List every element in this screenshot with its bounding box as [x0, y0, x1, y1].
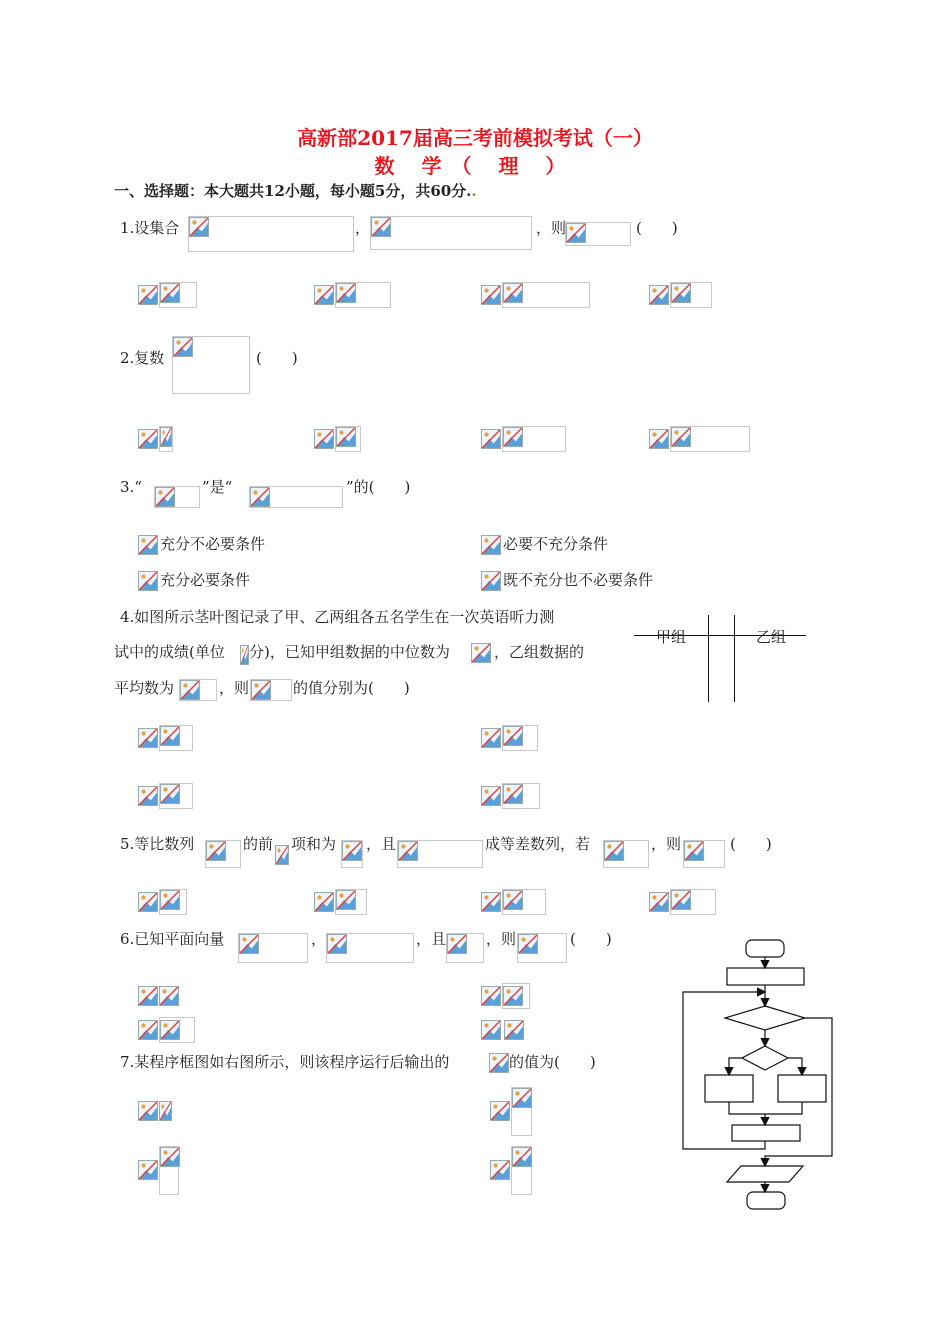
broken-image-icon [604, 841, 624, 861]
q7-text: 7.某程序框图如右图所示，则该程序运行后输出的 [120, 1053, 450, 1071]
broken-image-icon [251, 680, 271, 700]
broken-image-icon [160, 283, 180, 303]
q1-sep: ， [355, 219, 371, 237]
broken-image-icon [138, 892, 158, 912]
broken-image-icon [671, 427, 691, 447]
q4-line2b: 分)，已知甲组数据的中位数为 [249, 643, 450, 661]
broken-image-icon [138, 728, 158, 748]
formula-box [188, 216, 354, 252]
stem-leaf-left-line [708, 615, 709, 702]
q1-paren: ( ) [636, 219, 678, 237]
broken-image-icon [160, 784, 180, 804]
q3-option-c: 充分必要条件 [160, 571, 251, 589]
broken-image-icon [250, 487, 270, 507]
broken-image-icon [138, 1101, 158, 1121]
broken-image-icon [336, 890, 356, 910]
broken-image-icon [138, 571, 158, 591]
broken-image-icon [173, 337, 193, 357]
flowchart-end [747, 1192, 785, 1209]
q5-text: ，且 [366, 835, 397, 853]
q5-paren: ( ) [730, 835, 772, 853]
q6-sep: ， [311, 930, 327, 948]
broken-image-icon [138, 535, 158, 555]
broken-image-icon [512, 1147, 532, 1167]
q3-option-a: 充分不必要条件 [160, 535, 266, 553]
flowchart-condition-1 [725, 1006, 805, 1030]
broken-image-icon [314, 285, 334, 305]
q3-open: 3.“ [120, 478, 142, 496]
broken-image-icon [160, 427, 172, 447]
broken-image-icon [138, 1020, 158, 1040]
broken-image-icon [518, 934, 538, 954]
q3-end: ”的( ) [346, 478, 411, 496]
q5-text: 成等差数列，若 [485, 835, 591, 853]
q4-line1: 4.如图所示茎叶图记录了甲、乙两组各五名学生在一次英语听力测 [120, 608, 555, 626]
broken-image-icon [481, 1020, 501, 1040]
q2-label: 2.复数 [120, 349, 165, 367]
broken-image-icon [490, 1101, 510, 1121]
flowchart-output [727, 1166, 803, 1182]
broken-image-icon [481, 535, 501, 555]
broken-image-icon [684, 841, 704, 861]
broken-image-icon [503, 890, 523, 910]
broken-image-icon [481, 986, 501, 1006]
broken-image-icon [481, 786, 501, 806]
broken-image-icon [371, 217, 391, 237]
broken-image-icon [314, 429, 334, 449]
q4-line3c: 的值分别为( ) [293, 679, 410, 697]
q2-paren: ( ) [256, 349, 298, 367]
q5-text: 项和为 [291, 835, 337, 853]
q3-mid: ”是“ [202, 478, 233, 496]
broken-image-icon [138, 786, 158, 806]
broken-image-icon [481, 429, 501, 449]
stem-leaf-right-label: 乙组 [756, 628, 787, 646]
broken-image-icon [160, 890, 180, 910]
broken-image-icon [649, 892, 669, 912]
broken-image-icon [336, 427, 356, 447]
flowchart-start [746, 940, 784, 957]
exam-subject: 数 学（ 理 ） [374, 154, 576, 178]
broken-image-icon [671, 890, 691, 910]
q4-line2a: 试中的成绩(单位 [114, 643, 225, 661]
broken-image-icon [512, 1088, 532, 1108]
exam-title: 高新部2017届高三考前模拟考试（一） [297, 126, 653, 150]
stem-leaf-right-line [734, 615, 735, 702]
broken-image-icon [481, 892, 501, 912]
broken-image-icon [481, 285, 501, 305]
broken-image-icon [160, 726, 180, 746]
q6-sep: ，则 [486, 930, 517, 948]
broken-image-icon [503, 427, 523, 447]
broken-image-icon [155, 487, 175, 507]
broken-image-icon [327, 934, 347, 954]
broken-image-icon [447, 934, 467, 954]
q5-text: 的前 [243, 835, 274, 853]
broken-image-icon [314, 892, 334, 912]
broken-image-icon [671, 283, 691, 303]
broken-image-icon [503, 784, 523, 804]
broken-image-icon [481, 571, 501, 591]
q1-label: 1.设集合 [120, 219, 180, 237]
flowchart-condition-2 [742, 1046, 788, 1070]
broken-image-icon [503, 283, 523, 303]
broken-image-icon [138, 986, 158, 1006]
flowchart-init-box [727, 968, 804, 985]
broken-image-icon [159, 1101, 172, 1121]
program-flowchart [676, 934, 836, 1214]
broken-image-icon [489, 1053, 509, 1073]
broken-image-icon [336, 283, 356, 303]
broken-image-icon [503, 726, 523, 746]
broken-image-icon [138, 285, 158, 305]
broken-image-icon [160, 1147, 180, 1167]
flowchart-update-box [732, 1125, 800, 1141]
broken-image-icon [240, 645, 249, 665]
q3-option-b: 必要不充分条件 [503, 535, 609, 553]
broken-image-icon [160, 1020, 180, 1040]
broken-image-icon [649, 429, 669, 449]
broken-image-icon [180, 680, 200, 700]
broken-image-icon [481, 728, 501, 748]
q1-sep: ，则 [536, 219, 567, 237]
flowchart-branch-right [778, 1075, 826, 1102]
broken-image-icon [138, 429, 158, 449]
broken-image-icon [159, 986, 179, 1006]
broken-image-icon [206, 841, 226, 861]
stem-leaf-left-label: 甲组 [656, 628, 687, 646]
q7-end: 的值为( ) [509, 1053, 596, 1071]
broken-image-icon [649, 285, 669, 305]
broken-image-icon [342, 841, 362, 861]
q3-option-d: 既不充分也不必要条件 [503, 571, 654, 589]
q5-label: 5.等比数列 [120, 835, 195, 853]
q4-line3b: ，则 [219, 679, 250, 697]
broken-image-icon [566, 223, 586, 243]
broken-image-icon [275, 845, 289, 865]
q4-line2c: ，乙组数据的 [494, 643, 585, 661]
broken-image-icon [504, 1020, 524, 1040]
broken-image-icon [189, 217, 209, 237]
formula-box [370, 216, 532, 250]
q6-label: 6.已知平面向量 [120, 930, 225, 948]
q6-sep: ，且 [416, 930, 447, 948]
broken-image-icon [471, 643, 491, 663]
q6-paren: ( ) [570, 930, 612, 948]
broken-image-icon [503, 986, 523, 1006]
q5-text: ，则 [651, 835, 682, 853]
broken-image-icon [239, 934, 259, 954]
broken-image-icon [490, 1160, 510, 1180]
broken-image-icon [138, 1160, 158, 1180]
flowchart-branch-left [705, 1075, 753, 1102]
q4-line3a: 平均数为 [114, 679, 175, 697]
broken-image-icon [398, 841, 418, 861]
section-heading: 一、选择题：本大题共12小题，每小题5分，共60分.. [114, 182, 477, 200]
